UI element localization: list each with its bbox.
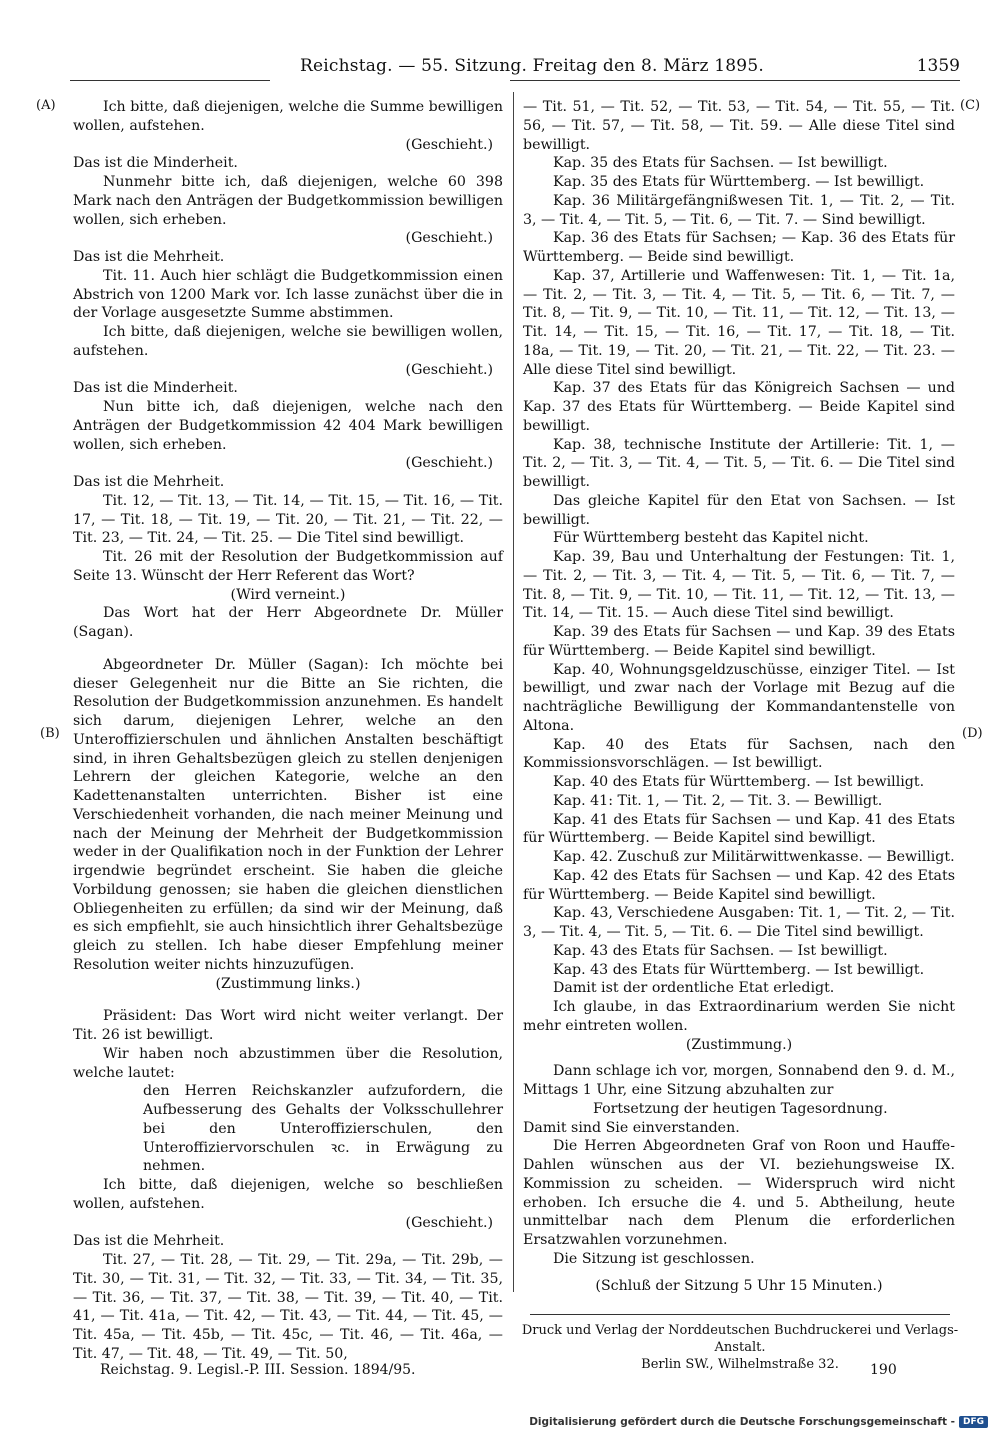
left-column-paragraph: Tit. 26 mit der Resolution der Budgetkommission auf Seite 13. Wünscht der Herr Referent das Wort? xyxy=(73,549,503,584)
right-column-paragraph: Kap. 43 des Etats für Württemberg. — Ist bewilligt. xyxy=(553,961,925,978)
header-rule-left xyxy=(70,80,270,81)
left-column-paragraph: Ich bitte, daß diejenigen, welche sie bewilligen wollen, aufstehen. xyxy=(73,324,503,359)
right-column-paragraph: Kap. 43 des Etats für Sachsen. — Ist bewilligt. xyxy=(553,942,888,959)
right-column-paragraph: Damit sind Sie einverstanden. xyxy=(523,1119,740,1136)
left-column-paragraph: (Geschieht.) xyxy=(405,455,493,472)
right-column-paragraph: Damit ist der ordentliche Etat erledigt. xyxy=(553,980,835,997)
right-column-paragraph: Kap. 41: Tit. 1, — Tit. 2, — Tit. 3. — Bewilligt. xyxy=(553,792,883,809)
footer-number: 190 xyxy=(870,1362,897,1378)
right-column-paragraph: (Zustimmung.) xyxy=(685,1036,793,1053)
left-column-paragraph: Das ist die Mehrheit. xyxy=(73,1233,225,1250)
left-column-paragraph: Das ist die Mehrheit. xyxy=(73,474,225,490)
page-header xyxy=(70,56,960,80)
margin-label-a: (A) xyxy=(36,98,56,113)
left-column-paragraph: Das ist die Minderheit. xyxy=(73,155,238,172)
left-column-paragraph xyxy=(73,642,503,656)
right-column-paragraph: Kap. 43, Verschiedene Ausgaben: Tit. 1, — Tit. 2, — Tit. 3, — Tit. 4, — Tit. 5, — Tit. 6. — Die Titel sind bewilligt. xyxy=(523,905,955,940)
margin-label-c: (C) xyxy=(960,98,981,113)
page-number: 1359 xyxy=(916,56,960,76)
right-column-paragraph xyxy=(523,1269,955,1277)
left-column-paragraph: (Zustimmung links.) xyxy=(215,975,361,992)
left-column xyxy=(73,98,503,1364)
left-column-paragraph: Tit. 27, — Tit. 28, — Tit. 29, — Tit. 29a, — Tit. 29b, — Tit. 30, — Tit. 31, — Tit. 32, — Tit. 33, — Tit. 34, — Tit. 35, — Tit. 36, — Tit. 37, — Tit. 38, — Tit. 39, — Tit. 40, — Tit. 41, — Tit. 41a, — Tit. 42, — Tit. 43, — Tit. 44, — Tit. 45, — Tit. 45a, — Tit. 45b, — Tit. 45c, — Tit. 46, — Tit. 46a, — Tit. 47, — Tit. 48, — Tit. 49, — Tit. 50, xyxy=(73,1252,503,1362)
left-column-paragraph: Abgeordneter Dr. Müller (Sagan): Ich möchte bei dieser Gelegenheit nur die Bitte an Sie richten, die Resolution der Budgetkommission anzunehmen. Es handelt sich darum, diejenigen Lehrer, welche an den Unteroffizierschulen und ähnlichen Anstalten beschäftigt sind, in ihren Gehaltsbezügen gleich zu stellen denjenigen Lehrern der gleichen Kategorie, welche an den Kadettenanstalten unterrichten. Bisher ist eine Verschiedenheit vorhanden, die nach meiner Meinung und nach der Meinung der Mehrheit der Budgetkommission weder in der Qualifikation noch in der Funktion der Lehrer irgendwie begründet erscheint. Sie haben die gleiche Vorbildung genossen; sie haben die gleichen dienstlichen Obliegenheiten zu erfüllen; da sind wir der Meinung, daß es sich empfiehlt, sie auch hinsichtlich ihrer Gehaltsbezüge gleich zu stellen. Ich habe dieser Empfehlung meiner Resolution weiter nichts hinzuzufügen. xyxy=(73,656,503,973)
right-column-paragraph: Fortsetzung der heutigen Tagesordnung. xyxy=(593,1100,888,1117)
margin-label-d: (D) xyxy=(962,726,983,741)
dfg-funding-note xyxy=(529,1416,988,1428)
right-column-paragraph: Die Herren Abgeordneten Graf von Roon und Hauffe-Dahlen wünschen aus der VI. beziehungsweise IX. Kommission zu scheiden. — Widerspruch wird nicht erhoben. Ich ersuche die 4. und 5. Abtheilung, heute unmittelbar nach dem Plenum die erforderlichen Ersatzwahlen vorzunehmen. xyxy=(523,1138,955,1248)
publisher-line-2: Berlin SW., Wilhelmstraße 32. xyxy=(641,1357,839,1372)
right-column xyxy=(523,98,955,1295)
left-column-paragraph: Das ist die Minderheit. xyxy=(73,380,238,397)
left-column-paragraph: (Wird verneint.) xyxy=(230,586,346,603)
right-column-paragraph: Kap. 41 des Etats für Sachsen — und Kap. 41 des Etats für Württemberg. — Beide Kapitel sind bewilligt. xyxy=(523,811,955,847)
right-column-paragraph: Kap. 40 des Etats für Sachsen, nach den Kommissionsvorschlägen. — Ist bewilligt. xyxy=(523,736,955,772)
right-column-paragraph: Kap. 37 des Etats für das Königreich Sachsen — und Kap. 37 des Etats für Württemberg. — Beide Kapitel sind bewilligt. xyxy=(523,380,955,434)
column-divider xyxy=(513,92,514,1292)
right-column-paragraph: Kap. 35 des Etats für Sachsen. — Ist bewilligt. xyxy=(553,155,888,172)
left-column-paragraph: (Geschieht.) xyxy=(405,361,493,378)
left-column-paragraph: Tit. 12, — Tit. 13, — Tit. 14, — Tit. 15, — Tit. 16, — Tit. 17, — Tit. 18, — Tit. 19, — Tit. 20, — Tit. 21, — Tit. 22, — Tit. 23, — Tit. 24, — Tit. 25. — Die Titel sind bewilligt. xyxy=(73,492,503,547)
left-column-paragraph: (Geschieht.) xyxy=(405,136,493,153)
right-column-paragraph: Kap. 36 des Etats für Sachsen; — Kap. 36 des Etats für Württemberg. — Beide sind bewilligt. xyxy=(523,230,955,265)
right-column-paragraph: Kap. 39, Bau und Unterhaltung der Festungen: Tit. 1, — Tit. 2, — Tit. 3, — Tit. 4, — Tit. 5, — Tit. 6, — Tit. 7, — Tit. 8, — Tit. 9, — Tit. 10, — Tit. 11, — Tit. 12, — Tit. 13, — Tit. 14, — Tit. 15. — Auch diese Titel sind bewilligt. xyxy=(523,549,955,622)
publisher-rule xyxy=(530,1314,950,1315)
dfg-logo-icon: DFG xyxy=(959,1416,988,1428)
right-column-paragraph: Kap. 39 des Etats für Sachsen — und Kap. 39 des Etats für Württemberg. — Beide Kapitel sind bewilligt. xyxy=(523,624,955,659)
left-column-paragraph: Ich bitte, daß diejenigen, welche so beschließen wollen, aufstehen. xyxy=(73,1177,503,1212)
right-column-paragraph: Kap. 36 Militärgefängnißwesen Tit. 1, — Tit. 2, — Tit. 3, — Tit. 4, — Tit. 5, — Tit. 6, — Tit. 7. — Sind bewilligt. xyxy=(523,192,955,228)
left-column-paragraph: (Geschieht.) xyxy=(405,1214,493,1231)
right-column-paragraph: Dann schlage ich vor, morgen, Sonnabend den 9. d. M., Mittags 1 Uhr, eine Sitzung abzuhalten zur xyxy=(523,1063,955,1098)
publisher-line-1: Druck und Verlag der Norddeutschen Buchdruckerei und Verlags-Anstalt. xyxy=(521,1323,959,1355)
right-column-paragraph: Kap. 37, Artillerie und Waffenwesen: Tit. 1, — Tit. 1a, — Tit. 2, — Tit. 3, — Tit. 4, — Tit. 5, — Tit. 6, — Tit. 7, — Tit. 8, — Tit. 9, — Tit. 10, — Tit. 11, — Tit. 12, — Tit. 13, — Tit. 14, — Tit. 15, — Tit. 16, — Tit. 17, — Tit. 18, — Tit. 18a, — Tit. 19, — Tit. 20, — Tit. 21, — Tit. 22, — Tit. 23. — Alle diese Titel sind bewilligt. xyxy=(523,267,955,378)
right-column-paragraph: Kap. 42. Zuschuß zur Militärwittwenkasse. — Bewilligt. xyxy=(553,849,955,865)
right-column-paragraph: (Schluß der Sitzung 5 Uhr 15 Minuten.) xyxy=(595,1277,883,1294)
right-column-paragraph: Kap. 40, Wohnungsgeldzuschüsse, einziger Titel. — Ist bewilligt, und zwar nach der Vorlage mit Bezug auf die nachträgliche Bewilligung der Kommandantenstelle von Altona. xyxy=(523,661,955,734)
left-column-paragraph: den Herren Reichskanzler aufzufordern, die Aufbesserung des Gehalts der Volksschullehrer bei den Unteroffizierschulen, den Unteroffiziervorschulen ꝛc. in Erwägung zu nehmen. xyxy=(143,1083,503,1175)
right-column-paragraph: Ich glaube, in das Extraordinarium werden Sie nicht mehr eintreten wollen. xyxy=(523,999,955,1034)
right-column-paragraph xyxy=(523,1054,955,1062)
left-column-paragraph: Nun bitte ich, daß diejenigen, welche nach den Anträgen der Budgetkommission 42 404 Mark bewilligen wollen, sich erheben. xyxy=(73,399,503,453)
footer-session: Reichstag. 9. Legisl.-P. III. Session. 1894/95. xyxy=(100,1362,416,1378)
right-column-paragraph: Die Sitzung ist geschlossen. xyxy=(553,1250,755,1267)
right-column-paragraph: Für Württemberg besteht das Kapitel nicht. xyxy=(553,530,869,547)
left-column-paragraph: Nunmehr bitte ich, daß diejenigen, welche 60 398 Mark nach den Anträgen der Budgetkommission bewilligen wollen, sich erheben. xyxy=(73,174,503,228)
header-title: Reichstag. — 55. Sitzung. Freitag den 8. März 1895. xyxy=(300,56,764,76)
dfg-text: Digitalisierung gefördert durch die Deutsche Forschungsgemeinschaft - xyxy=(529,1416,955,1428)
margin-label-b: (B) xyxy=(40,726,60,741)
left-column-paragraph: Das ist die Mehrheit. xyxy=(73,249,225,265)
left-column-paragraph: Wir haben noch abzustimmen über die Resolution, welche lautet: xyxy=(73,1045,503,1081)
right-column-paragraph: Kap. 40 des Etats für Württemberg. — Ist bewilligt. xyxy=(553,774,925,790)
left-column-paragraph: (Geschieht.) xyxy=(405,230,493,247)
right-column-paragraph: Kap. 35 des Etats für Württemberg. — Ist bewilligt. xyxy=(553,174,925,190)
left-column-paragraph: Präsident: Das Wort wird nicht weiter verlangt. Der Tit. 26 ist bewilligt. xyxy=(73,1008,503,1043)
right-column-paragraph: Das gleiche Kapitel für den Etat von Sachsen. — Ist bewilligt. xyxy=(523,492,955,528)
left-column-paragraph: Tit. 11. Auch hier schlägt die Budgetkommission einen Abstrich von 1200 Mark vor. Ich lasse zunächst über die in der Vorlage ausgesetzte Summe abstimmen. xyxy=(73,267,503,322)
left-column-paragraph xyxy=(73,993,503,1007)
left-column-paragraph: Ich bitte, daß diejenigen, welche die Summe bewilligen wollen, aufstehen. xyxy=(73,99,503,134)
right-column-paragraph: Kap. 42 des Etats für Sachsen — und Kap. 42 des Etats für Württemberg. — Beide Kapitel sind bewilligt. xyxy=(523,867,955,903)
right-column-paragraph: Kap. 38, technische Institute der Artillerie: Tit. 1, — Tit. 2, — Tit. 3, — Tit. 4, — Tit. 5, — Tit. 6. — Die Titel sind bewilligt. xyxy=(523,436,955,490)
left-column-paragraph: Das Wort hat der Herr Abgeordnete Dr. Müller (Sagan). xyxy=(73,605,503,640)
right-column-paragraph: — Tit. 51, — Tit. 52, — Tit. 53, — Tit. 54, — Tit. 55, — Tit. 56, — Tit. 57, — Tit. 58, — Tit. 59. — Alle diese Titel sind bewilligt. xyxy=(523,99,955,153)
header-rule-right xyxy=(510,80,960,81)
